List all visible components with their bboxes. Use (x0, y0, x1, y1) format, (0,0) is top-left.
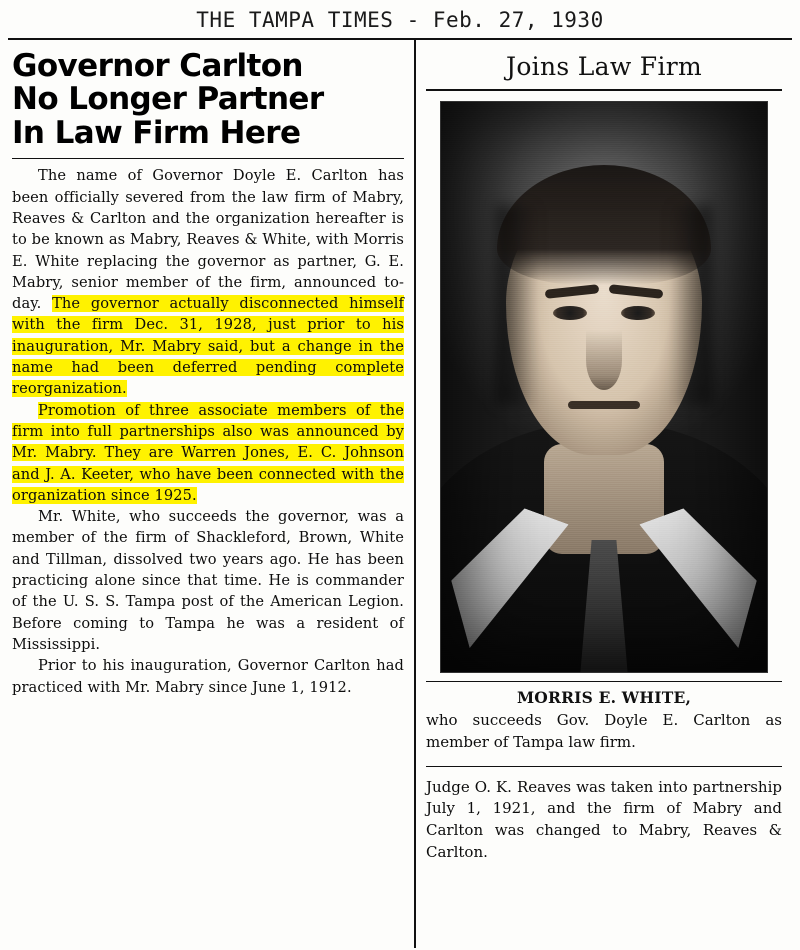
caption-divider (426, 681, 782, 682)
headline-line-3: In Law Firm Here (12, 114, 301, 151)
left-column (8, 40, 416, 948)
photo-mouth (568, 401, 640, 409)
article-text (12, 165, 404, 697)
headline-divider (12, 158, 404, 159)
footer-divider (426, 766, 782, 767)
article-body (8, 40, 792, 948)
photo-shadow-left (496, 205, 538, 405)
paragraph-1-plain: The name of Governor Doyle E. Carlton has been officially severed from the law firm of Mabry, Reaves & Carlton and the organization hereafter is to be known as Mabry, Reaves & White, with Morris E. White replacing the governor as partner, G. E. Mabry, senior member of the firm, announced to-day. (12, 167, 404, 313)
photo-nose (586, 330, 622, 390)
photo-eye-right (621, 306, 655, 320)
caption-text: who succeeds Gov. Doyle E. Carlton as member of Tampa law firm. (426, 711, 782, 751)
photo-shadow-right (670, 205, 712, 405)
paragraph-1-highlighted: The governor actually disconnected himself with the firm Dec. 31, 1928, just prior to his inauguration, Mr. Mabry said, but a change in the name had been deferred pending complete reorganization. (12, 295, 404, 398)
article-paragraph-2 (12, 400, 404, 506)
headline-line-1: Governor Carlton (12, 48, 303, 84)
paragraph-4-plain: Prior to his inauguration, Governor Carlton had practiced with Mr. Mabry since June 1, 1912. (12, 657, 404, 696)
right-column (416, 40, 784, 948)
article-paragraph-4 (12, 655, 404, 698)
photo-kicker: Joins Law Firm (506, 52, 702, 81)
paragraph-2-highlighted: Promotion of three associate members of the firm into full partnerships also was announced by Mr. Mabry. They are Warren Jones, E. C. Johnson and J. A. Keeter, who have been connected with the organization since 1925. (12, 401, 404, 504)
masthead-title: THE TAMPA TIMES - Feb. 27, 1930 (196, 8, 604, 32)
headline-line-2: No Longer Partner (12, 81, 324, 118)
article-paragraph-1 (12, 165, 404, 399)
kicker-divider (426, 89, 782, 91)
page-headline (12, 50, 404, 150)
footer-paragraph: Judge O. K. Reaves was taken into partnership July 1, 1921, and the firm of Mabry and Carlton was changed to Mabry, Reaves & Carlton. (426, 777, 782, 861)
caption-subject-name: MORRIS E. WHITE, (516, 688, 692, 707)
photo-neck (544, 444, 664, 554)
article-paragraph-3 (12, 506, 404, 655)
paragraph-3-plain: Mr. White, who succeeds the governor, was a member of the firm of Shackleford, Brown, White and Tillman, dissolved two years ago. He has been practicing alone since that time. He is commander of the U. S. S. Tampa post of the American Legion. Before coming to Tampa he was a resident of Mississippi. (12, 508, 404, 653)
portrait-photo (440, 101, 768, 673)
